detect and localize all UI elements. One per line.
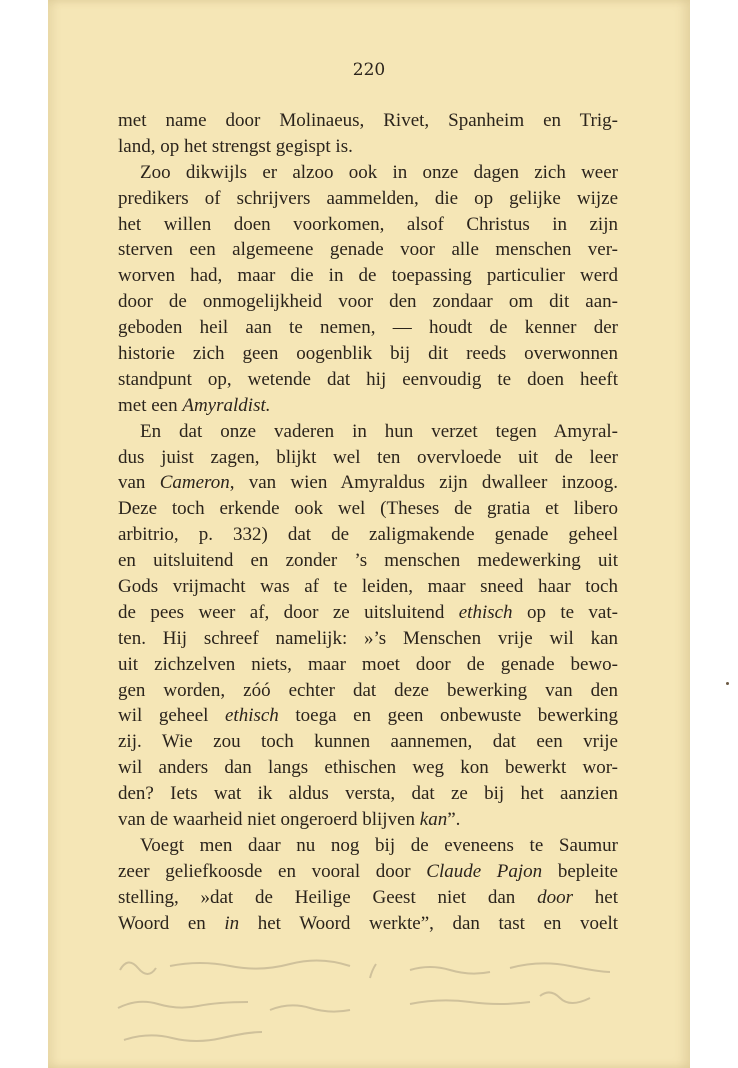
body-text — [118, 108, 618, 937]
text-span: land, op het strengst gegispt is. — [118, 135, 353, 157]
text-line — [118, 548, 618, 574]
text-line — [118, 781, 618, 807]
text-span: de pees weer af, door ze uitsluitend — [118, 601, 459, 623]
text-span: zeer geliefkoosde en vooral door — [118, 860, 427, 882]
text-span: met name door Molinaeus, Rivet, Spanheim en Trig- — [118, 110, 618, 131]
text-span: , van wien Amyraldus zijn dwalleer inzoog. — [229, 472, 619, 494]
italic-text: ethisch — [458, 601, 513, 623]
italic-text: ethisch — [224, 705, 279, 727]
text-span: sterven een algemeene genade voor alle menschen ver- — [118, 239, 618, 261]
text-span: standpunt op, wetende dat hij eenvoudig te doen heeft — [118, 368, 618, 390]
text-line — [118, 522, 618, 548]
text-span: historie zich geen oogenblik bij dit reeds overwonnen — [118, 343, 618, 365]
text-span: door de onmogelijkheid voor den zondaar om dit aan- — [118, 291, 618, 313]
text-span: predikers of schrijvers aammelden, die op gelijke wijze — [118, 187, 618, 209]
text-line — [118, 134, 618, 160]
text-line — [118, 315, 618, 341]
text-span: uit zichzelven niets, maar moet door de genade bewo- — [118, 653, 618, 675]
pencil-annotation — [110, 948, 630, 1058]
text-line — [118, 703, 618, 729]
text-span: zij. Wie zou toch kunnen aannemen, dat een vrije — [118, 731, 618, 753]
text-span: Voegt men daar nu nog bij de eveneens te Saumur — [140, 834, 618, 856]
text-span: ten. Hij schreef namelijk: »’s Menschen vrije wil kan — [118, 627, 618, 649]
text-line — [118, 108, 618, 134]
text-span: Gods vrijmacht was af te leiden, maar sneed haar toch — [118, 576, 618, 598]
text-span: wil geheel — [118, 705, 225, 727]
text-line — [118, 807, 618, 833]
text-span: het willen doen voorkomen, alsof Christus in zijn — [118, 213, 618, 235]
text-line — [118, 237, 618, 263]
italic-text: door — [537, 886, 573, 908]
text-span: van — [118, 472, 160, 494]
text-span: toega en geen onbewuste bewerking — [278, 705, 619, 727]
text-line — [118, 755, 618, 781]
text-span: gen worden, zóó echter dat deze bewerking van den — [118, 679, 618, 701]
italic-text: kan — [419, 809, 448, 831]
text-line — [118, 341, 618, 367]
text-span: stelling, »dat de Heilige Geest niet dan — [118, 886, 538, 908]
text-line — [118, 289, 618, 315]
text-line — [118, 729, 618, 755]
text-span: en uitsluitend en zonder ’s menschen medewerking uit — [118, 550, 618, 572]
text-line — [118, 652, 618, 678]
text-line — [118, 212, 618, 238]
text-line — [118, 833, 618, 859]
text-line — [118, 678, 618, 704]
italic-text: in — [224, 912, 240, 934]
text-line — [118, 885, 618, 911]
text-span: En dat onze vaderen in hun verzet tegen Amyral- — [140, 420, 618, 442]
text-line — [118, 911, 618, 937]
text-span: Woord en — [118, 912, 225, 934]
text-line — [118, 160, 618, 186]
text-span: arbitrio, p. 332) dat de zaligmakende genade geheel — [118, 524, 618, 546]
text-span: ”. — [447, 809, 461, 831]
text-span: het Woord werkte”, dan tast en voelt — [239, 912, 618, 934]
text-span: Deze toch erkende ook wel (Theses de gratia et libero — [118, 498, 618, 520]
text-line — [118, 393, 618, 419]
book-page — [48, 0, 690, 1068]
text-line — [118, 186, 618, 212]
paper-speck — [726, 682, 729, 685]
text-line — [118, 859, 618, 885]
text-line — [118, 574, 618, 600]
text-span: den? Iets wat ik aldus versta, dat ze bij het aanzien — [118, 783, 618, 805]
text-span: Zoo dikwijls er alzoo ook in onze dagen zich weer — [140, 161, 618, 183]
text-line — [118, 496, 618, 522]
text-span: geboden heil aan te nemen, — houdt de kenner der — [118, 317, 618, 339]
text-line — [118, 419, 618, 445]
text-span: met een — [118, 394, 183, 416]
page-number: 220 — [352, 60, 386, 80]
text-span: dus juist zagen, blijkt wel ten overvloede uit de leer — [118, 446, 618, 468]
text-line — [118, 367, 618, 393]
text-line — [118, 626, 618, 652]
text-span: het — [572, 886, 618, 908]
text-line — [118, 470, 618, 496]
italic-text: Claude Pajon — [426, 860, 543, 882]
text-line — [118, 445, 618, 471]
text-span: worven had, maar die in de toepassing particulier werd — [118, 265, 618, 287]
text-line — [118, 600, 618, 626]
text-span: wil anders dan langs ethischen weg kon bewerkt wor- — [118, 757, 618, 779]
text-line — [118, 263, 618, 289]
italic-text: Cameron — [159, 472, 230, 494]
text-span: op te vat- — [512, 601, 618, 623]
text-span: bepleite — [542, 860, 618, 882]
italic-text: Amyraldist. — [182, 394, 271, 416]
text-span: van de waarheid niet ongeroerd blijven — [118, 809, 420, 831]
